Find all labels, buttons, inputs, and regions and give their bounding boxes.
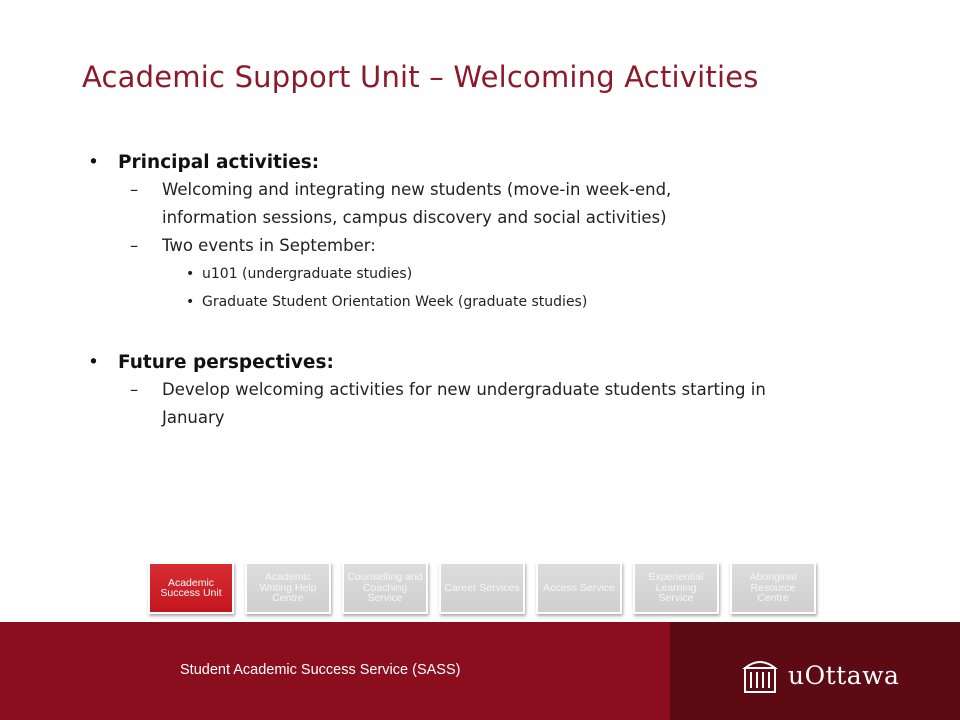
sub-bullet-item: • u101 (undergraduate studies) (86, 260, 906, 288)
bullet-line: January (162, 408, 225, 427)
section-heading-future: • Future perspectives: (86, 350, 906, 376)
nav-career-services[interactable]: Career Services (439, 562, 525, 614)
nav-experiential-learning-service[interactable]: Experiential Learning Service (633, 562, 719, 614)
bullet-line: information sessions, campus discovery and social activities) (162, 208, 667, 227)
bullet-line: – Welcoming and integrating new students (move-in week-end, (162, 180, 672, 199)
bullet-item (86, 376, 906, 432)
nav-aboriginal-resource-centre[interactable]: Aboriginal Resource Centre (730, 562, 816, 614)
nav-academic-writing-help-centre[interactable]: Academic Writing Help Centre (245, 562, 331, 614)
university-building-icon (742, 654, 778, 696)
bullet-item (86, 176, 906, 232)
logo-text: uOttawa (788, 660, 900, 690)
nav-academic-success-unit[interactable]: Academic Success Unit (148, 562, 234, 614)
slide-title: Academic Support Unit – Welcoming Activities (82, 60, 759, 94)
slide-content (86, 150, 906, 432)
bullet-line: – Develop welcoming activities for new undergraduate students starting in (162, 380, 766, 399)
bullet-line: – Two events in September: (162, 236, 376, 255)
service-nav (148, 562, 828, 618)
bullet-item (86, 232, 906, 260)
uottawa-logo[interactable] (742, 652, 899, 698)
nav-access-service[interactable]: Access Service (536, 562, 622, 614)
nav-counselling-coaching-service[interactable]: Counselling and Coaching Service (342, 562, 428, 614)
footer-text: Student Academic Success Service (SASS) (180, 662, 461, 678)
sub-bullet-item: • Graduate Student Orientation Week (graduate studies) (86, 288, 906, 316)
section-heading-principal: • Principal activities: (86, 150, 906, 176)
